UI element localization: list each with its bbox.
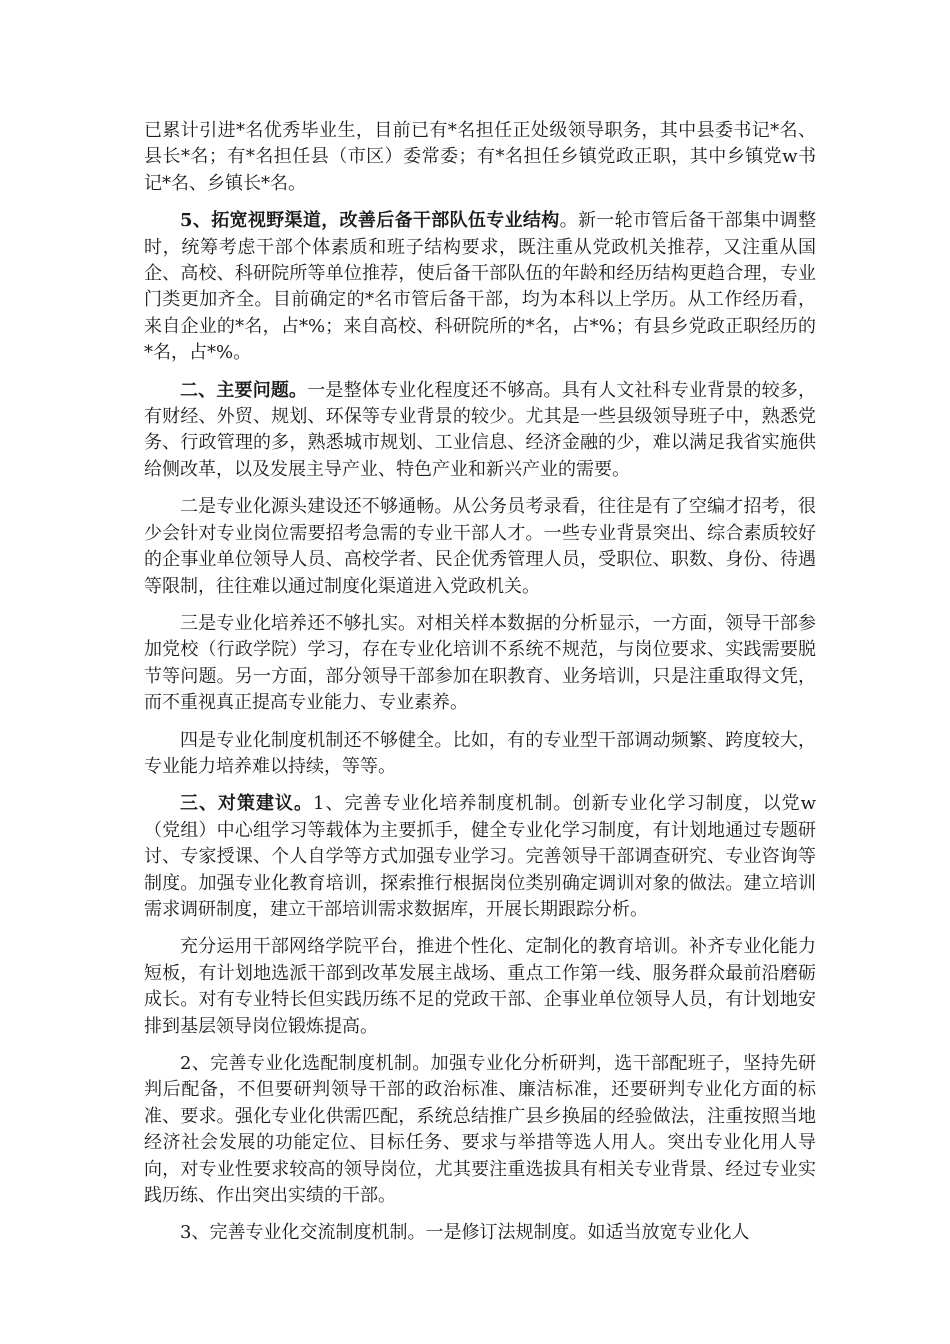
paragraph-5 [144,611,816,717]
paragraph-2 [144,208,816,366]
paragraph-4 [144,494,816,600]
paragraph-6 [144,728,816,781]
paragraph-10 [144,1220,816,1246]
paragraph-9-text: 2、完善专业化选配制度机制。加强专业化分析研判，选干部配班子，坚持先研判后配备，不但要研判领导干部的政治标准、廉洁标准，还要研判专业化方面的标准、要求。强化专业化供需匹配，系统总结推广县乡换届的经验做法，注重按照当地经济社会发展的功能定位、目标任务、要求与举措等选人用人。突出专业化用人导向，对专业性要求较高的领导岗位，尤其要注重选拔具有相关专业背景、经过专业实践历练、作出突出实绩的干部。 [144,1053,816,1207]
paragraph-1 [144,118,816,197]
paragraph-4-text: 二是专业化源头建设还不够通畅。从公务员考录看，往往是有了空编才招考，很少会针对专业岗位需要招考急需的专业干部人才。一些专业背景突出、综合素质较好的企事业单位领导人员、高校学者、民企优秀管理人员，受职位、职数、身份、待遇等限制，往往难以通过制度化渠道进入党政机关。 [144,496,816,597]
paragraph-8 [144,934,816,1040]
paragraph-8-text: 充分运用干部网络学院平台，推进个性化、定制化的教育培训。补齐专业化能力短板，有计划地选派干部到改革发展主战场、重点工作第一线、服务群众最前沿磨砺成长。对有专业特长但实践历练不足的党政干部、企事业单位领导人员，有计划地安排到基层领导岗位锻炼提高。 [144,936,816,1037]
paragraph-6-text: 四是专业化制度机制还不够健全。比如，有的专业型干部调动频繁、跨度较大，专业能力培养难以持续，等等。 [144,729,816,777]
section-heading-suggestions: 三、对策建议。 [180,793,314,815]
paragraph-2-text: 。新一轮市管后备干部集中调整时，统筹考虑干部个体素质和班子结构要求，既注重从党政机关推荐，又注重从国企、高校、科研院所等单位推荐，使后备干部队伍的年龄和经历结构更趋合理，专业门类更加齐全。目前确定的*名市管后备干部，均为本科以上学历。从工作经历看，来自企业的*名，占*%；来自高校、科研院所的*名，占*%；有县乡党政正职经历的*名，占*%。 [144,210,816,364]
paragraph-1-text: 已累计引进*名优秀毕业生，目前已有*名担任正处级领导职务，其中县委书记*名、县长*名；有*名担任县（市区）委常委；有*名担任乡镇党政正职，其中乡镇党w书记*名、乡镇长*名。 [144,120,816,194]
section-heading-5: 5、拓宽视野渠道，改善后备干部队伍专业结构 [180,210,560,232]
paragraph-7-text: 1、完善专业化培养制度机制。创新专业化学习制度，以党w（党组）中心组学习等载体为主要抓手，健全专业化学习制度，有计划地通过专题研讨、专家授课、个人自学等方式加强专业学习。完善领导干部调查研究、专业咨询等制度。加强专业化教育培训，探索推行根据岗位类别确定调训对象的做法。建立培训需求调研制度，建立干部培训需求数据库，开展长期跟踪分析。 [144,793,816,920]
section-heading-problems: 二、主要问题。 [180,379,308,401]
paragraph-5-text: 三是专业化培养还不够扎实。对相关样本数据的分析显示，一方面，领导干部参加党校（行政学院）学习，存在专业化培训不系统不规范，与岗位要求、实践需要脱节等问题。另一方面，部分领导干部参加在职教育、业务培训，只是注重取得文凭，而不重视真正提高专业能力、专业素养。 [144,612,816,714]
paragraph-9 [144,1051,816,1209]
paragraph-7 [144,791,816,923]
paragraph-10-text: 3、完善专业化交流制度机制。一是修订法规制度。如适当放宽专业化人 [180,1222,750,1244]
paragraph-3-text: 一是整体专业化程度还不够高。具有人文社科专业背景的较多，有财经、外贸、规划、环保等专业背景的较少。尤其是一些县级领导班子中，熟悉党务、行政管理的多，熟悉城市规划、工业信息、经济金融的少，难以满足我省实施供给侧改革，以及发展主导产业、特色产业和新兴产业的需要。 [144,379,817,480]
document-page [144,118,816,1258]
paragraph-3 [144,378,816,484]
